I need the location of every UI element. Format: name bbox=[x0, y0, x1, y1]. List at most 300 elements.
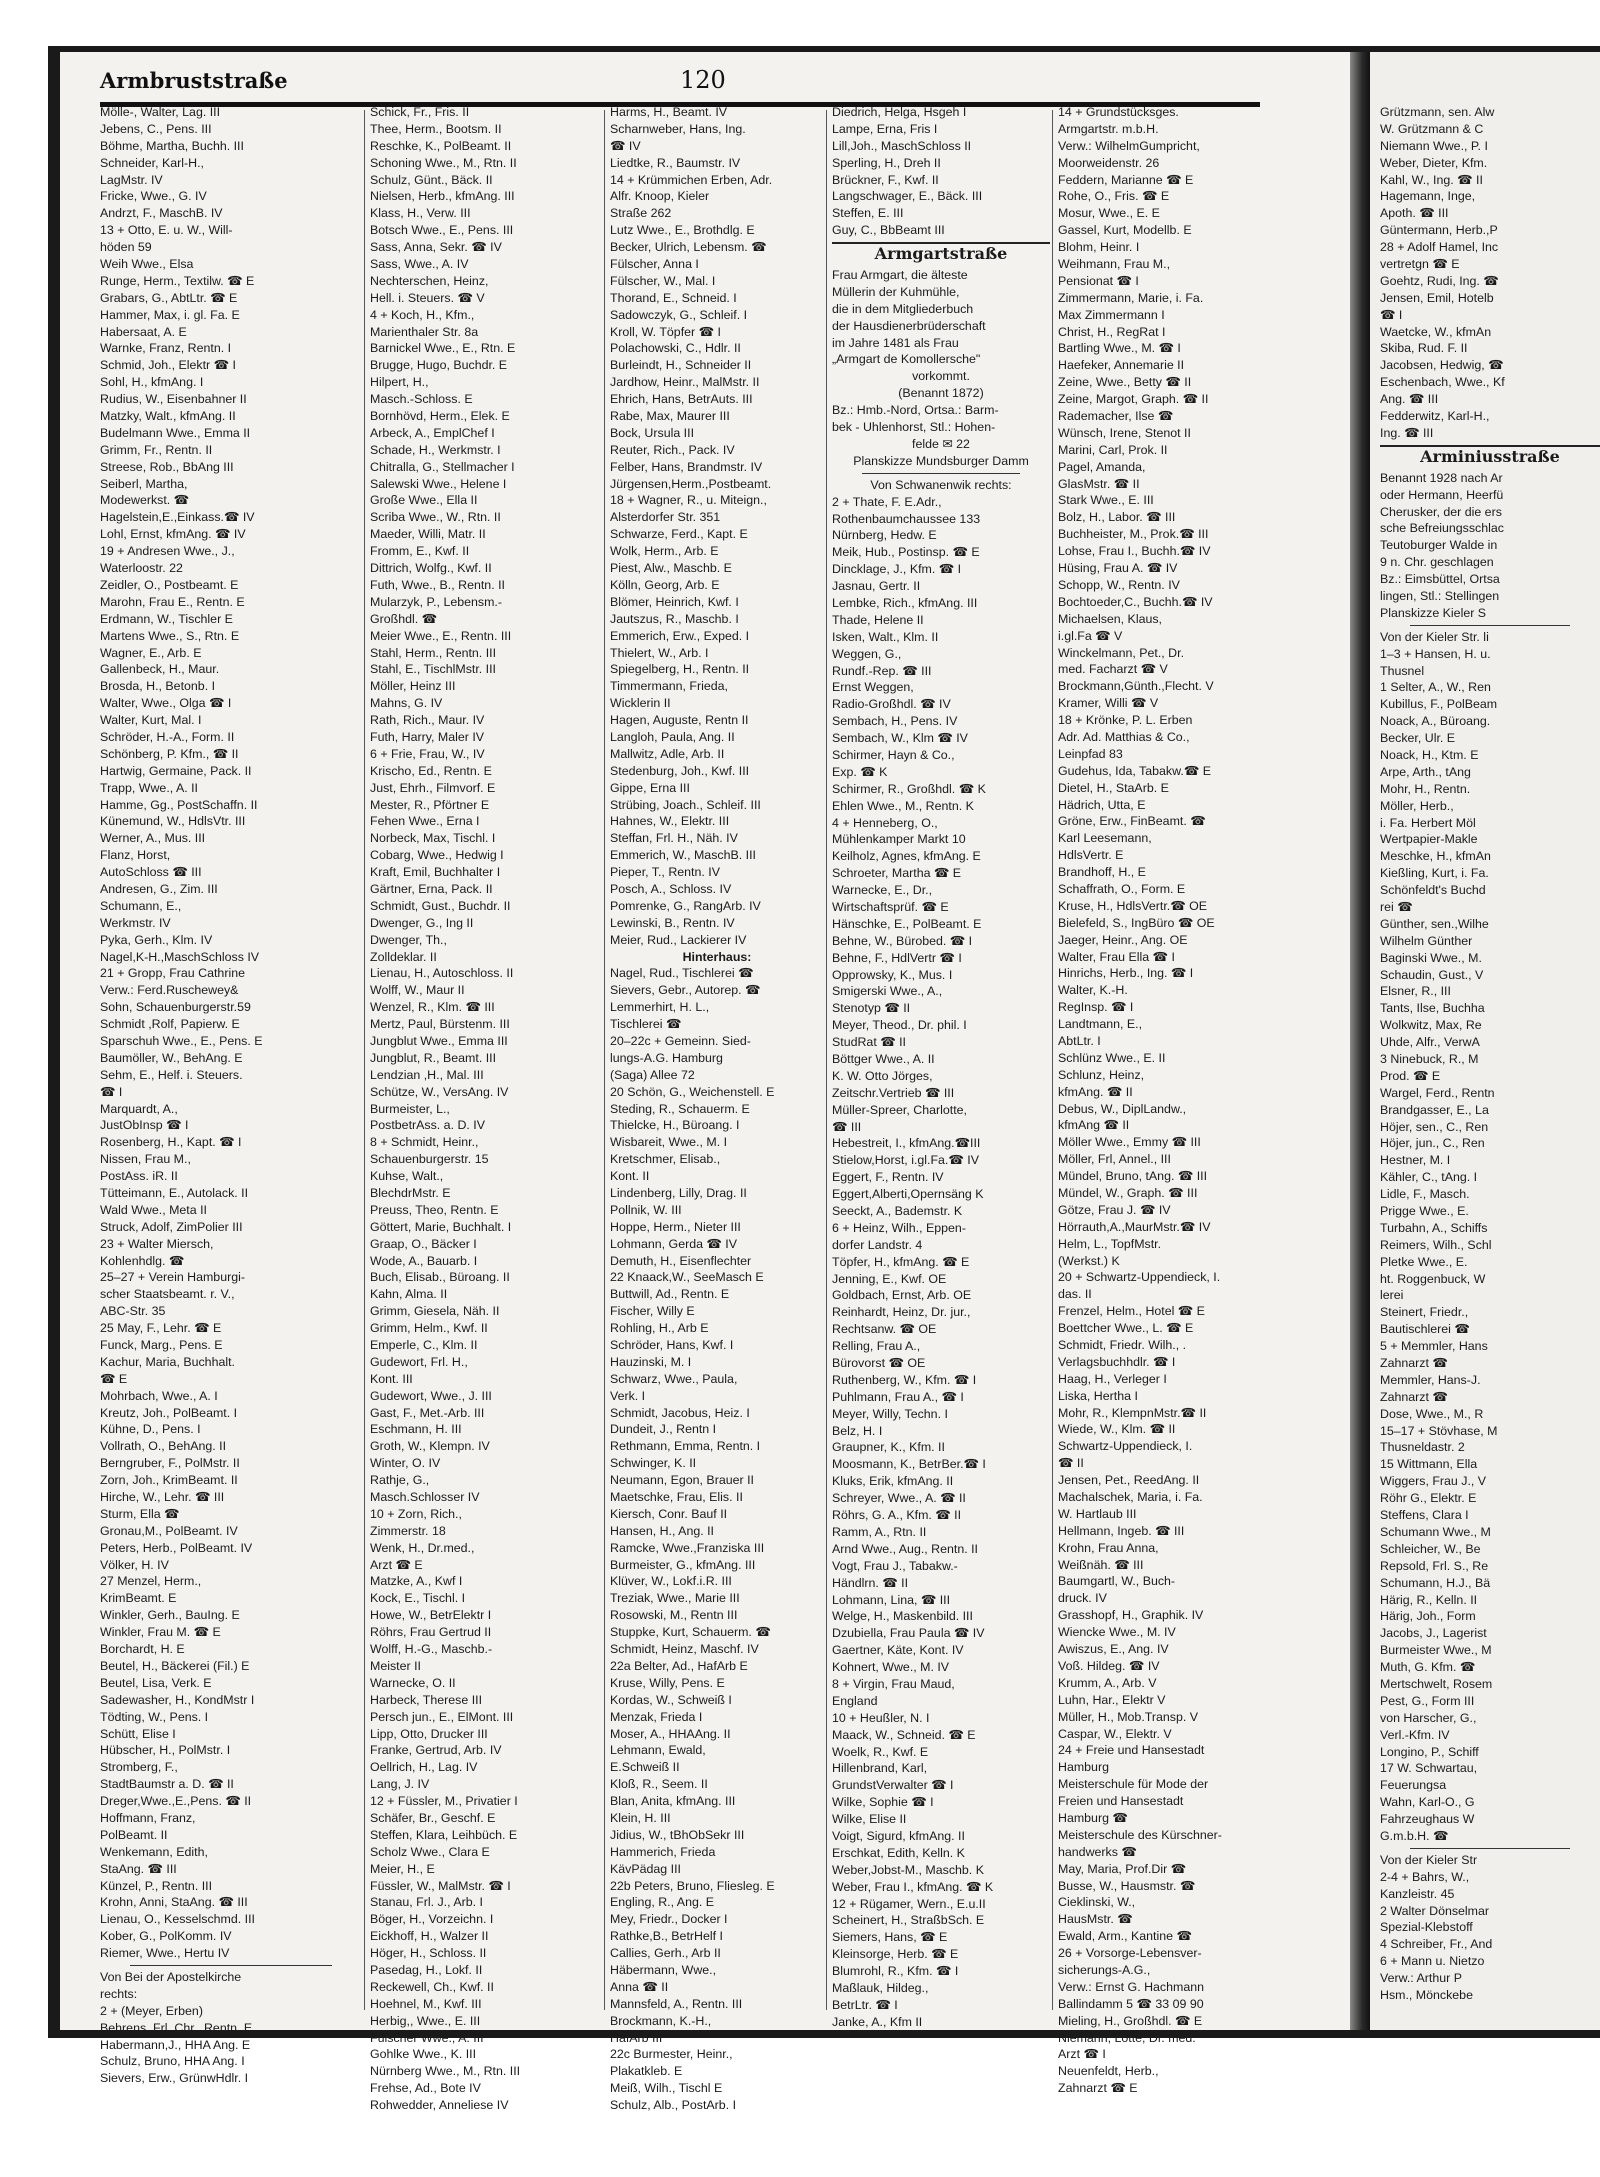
directory-entry: Schwarz, Wwe., Paula, bbox=[610, 1371, 738, 1386]
directory-entry: Turbahn, A., Schiffs bbox=[1380, 1220, 1488, 1235]
directory-column-1 bbox=[100, 104, 362, 2087]
directory-entry: Schulz, Bruno, HHA Ang. I bbox=[100, 2054, 245, 2069]
directory-entry: Hilpert, H., bbox=[370, 375, 429, 390]
directory-entry: Struck, Adolf, ZimPolier III bbox=[100, 1219, 243, 1234]
directory-entry: Relling, Frau A., bbox=[832, 1339, 921, 1354]
directory-entry: Sadewasher, H., KondMstr I bbox=[100, 1692, 255, 1707]
directory-entry: Schick, Fr., Fris. II bbox=[370, 105, 470, 119]
directory-entry: 14 + Krümmichen Erben, Adr. bbox=[610, 172, 773, 187]
directory-entry: Barnickel Wwe., E., Rtn. E bbox=[370, 341, 516, 356]
directory-entry: 3 Ninebuck, R., M bbox=[1380, 1052, 1479, 1066]
directory-entry: Schaffrath, O., Form. E bbox=[1058, 881, 1186, 896]
directory-entry: Walter, Kurt, Mal. I bbox=[100, 713, 202, 728]
directory-entry: 5 + Memmler, Hans bbox=[1380, 1339, 1488, 1354]
directory-entry: Lidle, F., Masch. bbox=[1380, 1187, 1470, 1202]
directory-entry: Gudewort, Wwe., J. III bbox=[370, 1388, 492, 1403]
directory-entry: Sass, Anna, Sekr. ☎ IV bbox=[370, 240, 502, 255]
centered-note: Planskizze Mundsburger Damm bbox=[853, 453, 1029, 468]
directory-entry: Kohnert, Wwe., M. IV bbox=[832, 1660, 950, 1675]
next-page-column bbox=[1380, 104, 1600, 2004]
directory-entry: Lohmann, Lina, ☎ III bbox=[832, 1592, 951, 1607]
directory-entry: Leinpfad 83 bbox=[1058, 746, 1123, 761]
directory-entry: Kubillus, F., PolBeam bbox=[1380, 697, 1498, 712]
directory-entry: Pletke Wwe., E. bbox=[1380, 1254, 1468, 1269]
directory-entry: Thorand, E., Schneid. I bbox=[610, 290, 737, 305]
directory-entry: Treziak, Wwe., Marie III bbox=[610, 1591, 740, 1606]
directory-entry: Weber, Dieter, Kfm. bbox=[1380, 155, 1488, 170]
directory-entry: Zorn, Joh., KrimBeamt. II bbox=[100, 1473, 238, 1488]
directory-entry: Lemmerhirt, H. L., bbox=[610, 1000, 710, 1015]
directory-entry: Kont. III bbox=[370, 1371, 413, 1386]
directory-entry: Kühne, D., Pens. I bbox=[100, 1422, 201, 1437]
directory-entry: Hsm., Mönckebe bbox=[1380, 1987, 1473, 2002]
directory-entry: Lienau, O., Kesselschmd. III bbox=[100, 1912, 255, 1927]
section-rule bbox=[862, 473, 1020, 474]
directory-entry: Jacobsen, Hedwig, ☎ bbox=[1380, 358, 1504, 373]
directory-entry: StadtBaumstr a. D. ☎ II bbox=[100, 1777, 234, 1792]
directory-entry: Brückner, F., Kwf. II bbox=[832, 172, 939, 187]
directory-entry: Rohwedder, Anneliese IV bbox=[370, 2098, 509, 2113]
directory-entry: Härig, R., Kelln. II bbox=[1380, 1592, 1478, 1607]
directory-entry: Pieper, T., Rentn. IV bbox=[610, 865, 720, 880]
directory-entry: Schmidt, Heinz, Maschf. IV bbox=[610, 1642, 759, 1657]
directory-entry: 1–3 + Hansen, H. u. bbox=[1380, 646, 1491, 661]
directory-entry: Rabe, Max, Maurer III bbox=[610, 409, 730, 424]
directory-entry: Just, Ehrh., Filmvorf. E bbox=[370, 780, 496, 795]
directory-entry: Hoppe, Herm., Nieter III bbox=[610, 1219, 741, 1234]
directory-entry: Reschke, K., PolBeamt. II bbox=[370, 138, 512, 153]
directory-entry: von Harscher, G., bbox=[1380, 1710, 1477, 1725]
directory-entry: Schade, H., Werkmstr. I bbox=[370, 442, 501, 457]
directory-entry: Winkler, Frau M. ☎ E bbox=[100, 1625, 221, 1640]
directory-entry: 12 + Füssler, M., Privatier I bbox=[370, 1794, 518, 1809]
directory-entry: Blömer, Heinrich, Kwf. I bbox=[610, 594, 739, 609]
directory-entry: Behne, F., HdlVertr ☎ I bbox=[832, 950, 962, 965]
directory-entry: Pasedag, H., Lokf. II bbox=[370, 1962, 483, 1977]
directory-entry: Marienthaler Str. 8a bbox=[370, 324, 479, 339]
directory-entry: Jensen, Pet., ReedAng. II bbox=[1058, 1473, 1200, 1488]
directory-entry: Teutoburger Walde in bbox=[1380, 538, 1498, 553]
directory-entry: Stromberg, F., bbox=[100, 1760, 178, 1775]
directory-entry: G.m.b.H. ☎ bbox=[1380, 1828, 1449, 1843]
directory-entry: Tants, Ilse, Buchha bbox=[1380, 1001, 1485, 1016]
directory-entry: Zeine, Wwe., Betty ☎ II bbox=[1058, 375, 1192, 390]
centered-note: (Benannt 1872) bbox=[898, 386, 984, 401]
directory-entry: 12 + Rügamer, Wern., E.u.II bbox=[832, 1896, 986, 1911]
directory-entry: Steffen, E. III bbox=[832, 206, 904, 221]
directory-entry: Höger, H., Schloss. II bbox=[370, 1946, 487, 1961]
directory-entry: Schmid, Joh., Elektr ☎ I bbox=[100, 358, 236, 373]
directory-entry: Schmidt, Jacobus, Heiz. I bbox=[610, 1405, 750, 1420]
directory-entry: Hell. i. Steuers. ☎ V bbox=[370, 290, 485, 305]
directory-entry: Kruse, Willy, Pens. E bbox=[610, 1675, 725, 1690]
directory-entry: Hagelstein,E.,Einkass.☎ IV bbox=[100, 510, 255, 525]
directory-entry: Sadowczyk, G., Schleif. I bbox=[610, 307, 748, 322]
directory-entry: Böger, H., Vorzeichn. I bbox=[370, 1912, 494, 1927]
directory-entry: Schopp, W., Rentn. IV bbox=[1058, 577, 1180, 592]
directory-entry: Harbeck, Therese III bbox=[370, 1692, 483, 1707]
directory-entry: Tütteimann, E., Autolack. II bbox=[100, 1186, 249, 1200]
directory-entry: Noack, H., Ktm. E bbox=[1380, 747, 1479, 762]
directory-entry: Lill,Joh., MaschSchloss II bbox=[832, 138, 972, 153]
directory-entry: Hänschke, E., PolBeamt. E bbox=[832, 916, 982, 931]
directory-entry: im Jahre 1481 als Frau bbox=[832, 335, 959, 350]
directory-entry: Walter, Frau Ella ☎ I bbox=[1058, 949, 1175, 964]
directory-entry: Höjer, sen., C., Ren bbox=[1380, 1119, 1489, 1134]
directory-entry: Maeder, Willi, Matr. II bbox=[370, 527, 486, 542]
directory-entry: lingen, Stl.: Stellingen bbox=[1380, 588, 1500, 603]
directory-entry: Wenkemann, Edith, bbox=[100, 1844, 208, 1859]
directory-entry: Borchardt, H. E bbox=[100, 1642, 185, 1657]
directory-entry: Kroll, W. Töpfer ☎ I bbox=[610, 324, 721, 339]
directory-entry: Mohrbach, Wwe., A. I bbox=[100, 1388, 218, 1403]
directory-entry: Fricke, Wwe., G. IV bbox=[100, 189, 207, 204]
directory-entry: bek - Uhlenhorst, Stl.: Hohen- bbox=[832, 420, 996, 435]
directory-entry: England bbox=[832, 1693, 878, 1708]
directory-entry: Kock, E., Tischl. I bbox=[370, 1591, 466, 1606]
directory-entry: Hörrauth,A.,MaurMstr.☎ IV bbox=[1058, 1219, 1211, 1234]
directory-entry: Pomrenke, G., RangArb. IV bbox=[610, 898, 761, 913]
directory-entry: Steinert, Friedr., bbox=[1380, 1305, 1469, 1320]
directory-entry: Brugge, Hugo, Buchdr. E bbox=[370, 358, 508, 373]
directory-entry: sche Befreiungsschlac bbox=[1380, 521, 1504, 536]
directory-entry: Dundeit, J., Rentn I bbox=[610, 1422, 717, 1437]
directory-entry: Woelk, R., Kwf. E bbox=[832, 1744, 929, 1759]
directory-entry: 20 + Schwartz-Uppendieck, I. bbox=[1058, 1270, 1221, 1285]
directory-entry: Wolk, Herm., Arb. E bbox=[610, 544, 719, 559]
directory-entry: Isken, Walt., Klm. II bbox=[832, 629, 939, 644]
directory-entry: Verw.: Arthur P bbox=[1380, 1971, 1462, 1986]
directory-entry: Arzt ☎ E bbox=[370, 1557, 423, 1572]
directory-entry: Burmeister, G., kfmAng. III bbox=[610, 1557, 756, 1572]
directory-entry: Dincklage, J., Kfm. ☎ I bbox=[832, 562, 962, 577]
directory-entry: Schönfeldt's Buchd bbox=[1380, 883, 1486, 898]
directory-entry: Baginski Wwe., M. bbox=[1380, 950, 1482, 965]
directory-entry: Schumann, H.J., Bä bbox=[1380, 1575, 1491, 1590]
directory-entry: Lewinski, B., Rentn. IV bbox=[610, 915, 735, 930]
directory-entry: Meier, H., E bbox=[370, 1861, 435, 1876]
directory-entry: Kohlenhdlg. ☎ bbox=[100, 1253, 185, 1268]
directory-entry: Schaudin, Gust., V bbox=[1380, 967, 1484, 982]
directory-entry: Werner, A., Mus. III bbox=[100, 831, 206, 846]
directory-entry: Schmidt, Friedr. Wilh., . bbox=[1058, 1338, 1187, 1353]
directory-entry: Goldbach, Ernst, Arb. OE bbox=[832, 1288, 972, 1303]
directory-entry: Krumm, A., Arb. V bbox=[1058, 1675, 1157, 1690]
directory-entry: Hagen, Auguste, Rentn II bbox=[610, 713, 749, 728]
directory-entry: Stahl, Herm., Rentn. III bbox=[370, 645, 497, 660]
directory-entry: Schmidt ,Rolf, Papierw. E bbox=[100, 1017, 240, 1032]
directory-entry: Erdmann, W., Tischler E bbox=[100, 611, 233, 626]
directory-entry: Schwarze, Ferd., Kapt. E bbox=[610, 527, 748, 542]
directory-entry: Gudehus, Ida, Tabakw.☎ E bbox=[1058, 763, 1211, 778]
directory-entry: Jacobs, J., Lagerist bbox=[1380, 1626, 1487, 1641]
directory-entry: Meier, Rud., Lackierer IV bbox=[610, 932, 747, 947]
directory-entry: Kordas, W., Schweiß I bbox=[610, 1692, 732, 1707]
directory-entry: 18 + Krönke, P. L. Erben bbox=[1058, 713, 1193, 728]
directory-entry: Eggert,Alberti,Opernsäng K bbox=[832, 1187, 984, 1202]
directory-entry: Meyer, Theod., Dr. phil. I bbox=[832, 1018, 967, 1033]
directory-entry: 6 + Heinz, Wilh., Eppen- bbox=[832, 1220, 966, 1235]
directory-entry: Brosda, H., Betonb. I bbox=[100, 679, 216, 694]
directory-entry: Mündel, Bruno, tAng. ☎ III bbox=[1058, 1169, 1208, 1184]
directory-entry: Verl.-Kfm. IV bbox=[1380, 1727, 1450, 1742]
directory-entry: Kont. II bbox=[610, 1169, 650, 1184]
directory-entry: 20 Schön, G., Weichenstell. E bbox=[610, 1084, 775, 1099]
directory-entry: Burmeister, L., bbox=[370, 1101, 450, 1116]
centered-note: Von Schwanenwik rechts: bbox=[870, 477, 1012, 492]
directory-entry: Cobarg, Wwe., Hedwig I bbox=[370, 848, 504, 863]
directory-entry: Hamburg bbox=[1058, 1760, 1109, 1775]
directory-entry: Cherusker, der die ers bbox=[1380, 504, 1502, 519]
directory-entry: Rechtsanw. ☎ OE bbox=[832, 1322, 937, 1337]
directory-entry: Waterloostr. 22 bbox=[100, 561, 183, 576]
directory-entry: Wilke, Elise II bbox=[832, 1812, 907, 1827]
directory-entry: Behrens, Frl. Chr., Rentn. E bbox=[100, 2020, 253, 2035]
directory-entry: Meister II bbox=[370, 1658, 421, 1673]
directory-entry: Winter, O. IV bbox=[370, 1456, 441, 1471]
directory-entry: Kraft, Emil, Buchhalter I bbox=[370, 865, 501, 880]
directory-entry: Emperle, C., Klm. II bbox=[370, 1338, 478, 1353]
directory-entry: 22 Knaack,W., SeeMasch E bbox=[610, 1270, 764, 1285]
directory-entry: Spiegelberg, H., Rentn. II bbox=[610, 662, 750, 677]
directory-entry: Helm, L., TopfMstr. bbox=[1058, 1236, 1162, 1251]
directory-entry: Lipp, Otto, Drucker III bbox=[370, 1726, 488, 1741]
directory-entry: Boettcher Wwe., L. ☎ E bbox=[1058, 1321, 1194, 1336]
directory-entry: Lohmann, Gerda ☎ IV bbox=[610, 1236, 738, 1251]
section-rule bbox=[1410, 625, 1570, 626]
directory-entry: Seiberl, Martha, bbox=[100, 476, 188, 491]
directory-entry: Feuerungsa bbox=[1380, 1778, 1447, 1793]
directory-entry: Dreger,Wwe.,E.,Pens. ☎ II bbox=[100, 1794, 252, 1809]
directory-entry: Welge, H., Maskenbild. III bbox=[832, 1609, 973, 1624]
directory-entry: Strübing, Joach., Schleif. III bbox=[610, 797, 761, 812]
directory-entry: Hellmann, Ingeb. ☎ III bbox=[1058, 1523, 1185, 1538]
directory-entry: Funck, Marg., Pens. E bbox=[100, 1338, 223, 1353]
directory-entry: Lembke, Rich., kfmAng. III bbox=[832, 595, 978, 610]
directory-entry: 9 n. Chr. geschlagen bbox=[1380, 555, 1494, 570]
directory-entry: Hübscher, H., PolMstr. I bbox=[100, 1743, 231, 1758]
directory-entry: Frenzel, Helm., Hotel ☎ E bbox=[1058, 1304, 1205, 1319]
directory-entry: Menzak, Frieda I bbox=[610, 1709, 703, 1724]
directory-entry: PostbetrAss. a. D. IV bbox=[370, 1118, 486, 1133]
directory-entry: 26 + Vorsorge-Lebensver- bbox=[1058, 1946, 1202, 1961]
directory-entry: 23 + Walter Miersch, bbox=[100, 1236, 214, 1251]
directory-entry: Futh, Harry, Maler IV bbox=[370, 729, 485, 744]
directory-entry: Elsner, R., III bbox=[1380, 984, 1451, 999]
directory-entry: Opprowsky, K., Mus. I bbox=[832, 967, 953, 982]
directory-entry: 15–17 + Stövhase, M bbox=[1380, 1423, 1498, 1438]
directory-entry: Dwenger, Th., bbox=[370, 932, 447, 947]
directory-entry: Wilke, Sophie ☎ I bbox=[832, 1795, 934, 1810]
directory-entry: Wald Wwe., Meta II bbox=[100, 1202, 207, 1217]
directory-entry: Ernst Weggen, bbox=[832, 680, 914, 695]
directory-entry: Brockmann,Günth.,Flecht. V bbox=[1058, 679, 1214, 694]
directory-entry: Zahnarzt ☎ bbox=[1380, 1356, 1448, 1371]
directory-entry: Jidius, W., tBhObSekr III bbox=[610, 1827, 745, 1842]
centered-note: vorkommt. bbox=[912, 369, 970, 384]
directory-entry: Botsch Wwe., E., Pens. III bbox=[370, 223, 514, 238]
directory-entry: Persch jun., E., ElMont. III bbox=[370, 1709, 514, 1724]
directory-entry: Müller-Spreer, Charlotte, bbox=[832, 1102, 967, 1117]
directory-entry: Lampe, Erna, Fris I bbox=[832, 121, 938, 136]
directory-entry: Demuth, H., Eisenflechter bbox=[610, 1253, 752, 1268]
directory-entry: Verk. I bbox=[610, 1388, 646, 1403]
directory-entry: Große Wwe., Ella II bbox=[370, 493, 478, 508]
directory-entry: Trapp, Wwe., A. II bbox=[100, 780, 199, 795]
directory-entry: Bautischlerei ☎ bbox=[1380, 1322, 1470, 1337]
directory-entry: Hamburg ☎ bbox=[1058, 1810, 1128, 1825]
directory-entry: Flanz, Horst, bbox=[100, 848, 171, 863]
directory-entry: 19 + Andresen Wwe., J., bbox=[100, 544, 235, 559]
directory-entry: Streese, Rob., BbAng III bbox=[100, 459, 234, 474]
directory-entry: Ramm, A., Rtn. II bbox=[832, 1524, 927, 1539]
directory-entry: 18 + Wagner, R., u. Miteign., bbox=[610, 493, 767, 508]
directory-entry: Bz.: Eimsbüttel, Ortsa bbox=[1380, 572, 1500, 587]
directory-entry: Bielefeld, S., IngBüro ☎ OE bbox=[1058, 915, 1215, 930]
directory-entry: Weggen, G., bbox=[832, 646, 902, 661]
directory-entry: Ehlen Wwe., M., Rentn. K bbox=[832, 798, 974, 813]
directory-entry: Lendzian ,H., Mal. III bbox=[370, 1067, 484, 1082]
directory-entry: Von der Kieler Str. li bbox=[1380, 629, 1489, 644]
directory-entry: i. Fa. Herbert Möl bbox=[1380, 815, 1476, 830]
directory-entry: Ehrich, Hans, BetrAuts. III bbox=[610, 392, 753, 407]
directory-entry: Scheinert, H., StraßbSch. E bbox=[832, 1913, 985, 1928]
directory-entry: Janke, A., Kfm II bbox=[832, 2014, 923, 2029]
directory-entry: Nürnberg Wwe., M., Rtn. III bbox=[370, 2064, 521, 2079]
directory-entry: Kruse, H., HdlsVertr.☎ OE bbox=[1058, 898, 1208, 913]
directory-entry: Thusneldastr. 2 bbox=[1380, 1440, 1465, 1455]
directory-entry: Radio-Großhdl. ☎ IV bbox=[832, 697, 951, 712]
directory-entry: Timmermann, Frieda, bbox=[610, 679, 728, 694]
directory-entry: Moosmann, K., BetrBer.☎ I bbox=[832, 1457, 986, 1472]
directory-entry: Kähler, C., tAng. I bbox=[1380, 1170, 1478, 1185]
directory-entry: Smigerski Wwe., A., bbox=[832, 984, 943, 999]
directory-entry: Peters, Herb., PolBeamt. IV bbox=[100, 1540, 253, 1555]
directory-entry: AutoSchloss ☎ III bbox=[100, 865, 202, 880]
directory-entry: Ing. ☎ III bbox=[1380, 425, 1434, 440]
directory-entry: Blohm, Heinr. I bbox=[1058, 240, 1140, 255]
directory-entry: Scharnweber, Hans, Ing. bbox=[610, 121, 746, 136]
directory-entry: scher Staatsbeamt. r. V., bbox=[100, 1287, 235, 1302]
directory-entry: Kreutz, Joh., PolBeamt. I bbox=[100, 1405, 238, 1420]
directory-entry: Weih Wwe., Elsa bbox=[100, 257, 194, 272]
directory-entry: rei ☎ bbox=[1380, 899, 1413, 914]
directory-entry: Schmidt, Gust., Buchdr. II bbox=[370, 898, 511, 913]
directory-entry: Exp. ☎ K bbox=[832, 764, 888, 779]
directory-entry: Dzubiella, Frau Paula ☎ IV bbox=[832, 1626, 985, 1641]
directory-entry: Liedtke, R., Baumstr. IV bbox=[610, 155, 741, 170]
directory-entry: Reinhardt, Heinz, Dr. jur., bbox=[832, 1305, 971, 1320]
directory-entry: Zimmermann, Marie, i. Fa. bbox=[1058, 290, 1204, 305]
directory-entry: 2 Walter Dönselmar bbox=[1380, 1903, 1490, 1918]
page-header bbox=[100, 64, 1260, 107]
directory-entry: lungs-A.G. Hamburg bbox=[610, 1050, 723, 1065]
directory-entry: Jungblut Wwe., Emma III bbox=[370, 1033, 508, 1048]
directory-entry: Vollrath, O., BehAng. II bbox=[100, 1439, 227, 1454]
directory-entry: Sehm, E., Helf. i. Steuers. bbox=[100, 1067, 243, 1082]
directory-entry: Skiba, Rud. F. II bbox=[1380, 341, 1468, 356]
directory-entry: Mey, Friedr., Docker I bbox=[610, 1912, 728, 1927]
directory-entry: Winckelmann, Pet., Dr. bbox=[1058, 645, 1185, 660]
directory-entry: Hansen, H., Ang. II bbox=[610, 1523, 715, 1538]
directory-entry: Machalschek, Maria, i. Fa. bbox=[1058, 1490, 1203, 1505]
directory-entry: Möller Wwe., Emmy ☎ III bbox=[1058, 1135, 1201, 1150]
directory-entry: Tödting, W., Pens. I bbox=[100, 1709, 209, 1724]
directory-entry: Wahn, Karl-O., G bbox=[1380, 1795, 1475, 1810]
directory-entry: Schwinger, K. II bbox=[610, 1456, 697, 1471]
directory-entry: Gippe, Erna III bbox=[610, 780, 690, 795]
directory-entry: Benannt 1928 nach Ar bbox=[1380, 470, 1503, 485]
directory-entry: Nechterschen, Heinz, bbox=[370, 273, 489, 288]
street-section-heading: Arminiusstraße bbox=[1380, 445, 1600, 470]
directory-entry: JustObInsp ☎ I bbox=[100, 1118, 189, 1133]
directory-entry: 28 + Adolf Hamel, Inc bbox=[1380, 240, 1499, 255]
directory-entry: Dittrich, Wolfg., Kwf. II bbox=[370, 561, 492, 576]
directory-entry: Frau Armgart, die älteste bbox=[832, 268, 968, 283]
directory-entry: Fischer, Willy E bbox=[610, 1304, 695, 1319]
directory-entry: Nielsen, Herb., kfmAng. III bbox=[370, 189, 515, 204]
directory-entry: W. Grützmann & C bbox=[1380, 121, 1484, 136]
directory-entry: Bartling Wwe., M. ☎ I bbox=[1058, 341, 1181, 356]
directory-entry: Dwenger, G., Ing II bbox=[370, 915, 474, 930]
directory-entry: Meier Wwe., E., Rentn. III bbox=[370, 628, 512, 643]
directory-entry: Rathke,B., BetrHelf I bbox=[610, 1929, 723, 1944]
directory-entry: Zeidler, O., Postbeamt. E bbox=[100, 577, 239, 592]
directory-entry: Stark Wwe., E. III bbox=[1058, 493, 1154, 508]
directory-entry: med. Facharzt ☎ V bbox=[1058, 662, 1168, 677]
directory-entry: 2 + (Meyer, Erben) bbox=[100, 2003, 203, 2018]
directory-entry: Matzky, Walt., kfmAng. II bbox=[100, 409, 236, 424]
directory-entry: Röhr G., Elektr. E bbox=[1380, 1491, 1477, 1506]
directory-entry: 25–27 + Verein Hamburgi- bbox=[100, 1270, 245, 1285]
directory-entry: Hillenbrand, Karl, bbox=[832, 1761, 928, 1776]
directory-entry: Kloß, R., Seem. II bbox=[610, 1777, 708, 1792]
directory-entry: BlechdrMstr. E bbox=[370, 1186, 451, 1200]
directory-entry: Zolldeklar. II bbox=[370, 949, 437, 964]
directory-entry: Härig, Joh., Form bbox=[1380, 1609, 1476, 1624]
column-divider bbox=[604, 110, 605, 2010]
directory-entry: Lindenberg, Lilly, Drag. II bbox=[610, 1186, 747, 1200]
directory-entry: Weber,Jobst-M., Maschb. K bbox=[832, 1862, 984, 1877]
directory-entry: GlasMstr. ☎ II bbox=[1058, 476, 1140, 491]
directory-entry: Straße 262 bbox=[610, 206, 672, 221]
directory-entry: KrimBeamt. E bbox=[100, 1591, 177, 1606]
directory-entry: Warnecke, E., Dr., bbox=[832, 883, 933, 898]
directory-entry: ☎ II bbox=[1058, 1456, 1084, 1471]
directory-entry: Gallenbeck, H., Maur. bbox=[100, 662, 220, 677]
directory-entry: 22a Belter, Ad., HafArb E bbox=[610, 1658, 748, 1673]
directory-entry: Rohe, O., Fris. ☎ E bbox=[1058, 189, 1170, 204]
subsection-heading: Hinterhaus: bbox=[682, 949, 752, 964]
directory-entry: Götze, Frau J. ☎ IV bbox=[1058, 1202, 1171, 1217]
directory-entry: Andrzt, F., MaschB. IV bbox=[100, 206, 223, 221]
directory-entry: Hartwig, Germaine, Pack. II bbox=[100, 763, 252, 778]
directory-entry: Möller, Herb., bbox=[1380, 798, 1454, 813]
centered-note: felde ✉ 22 bbox=[912, 436, 970, 451]
directory-entry: Rothenbaumchaussee 133 bbox=[832, 511, 981, 526]
directory-entry: Höjer, jun., C., Ren bbox=[1380, 1136, 1485, 1151]
directory-entry: Preuss, Theo, Rentn. E bbox=[370, 1202, 499, 1217]
directory-entry: i.gl.Fa ☎ V bbox=[1058, 628, 1123, 643]
directory-entry: Landtmann, E., bbox=[1058, 1017, 1143, 1032]
directory-entry: Haag, H., Verleger I bbox=[1058, 1371, 1167, 1386]
directory-entry: Piest, Alw., Maschb. E bbox=[610, 561, 732, 576]
directory-entry: Hammer, Max, i. gl. Fa. E bbox=[100, 307, 240, 322]
directory-entry: rechts: bbox=[100, 1986, 138, 2001]
directory-entry: Erschkat, Edith, Kelln. K bbox=[832, 1845, 965, 1860]
directory-entry: StudRat ☎ II bbox=[832, 1035, 906, 1050]
directory-entry: Grimm, Giesela, Näh. II bbox=[370, 1304, 500, 1319]
